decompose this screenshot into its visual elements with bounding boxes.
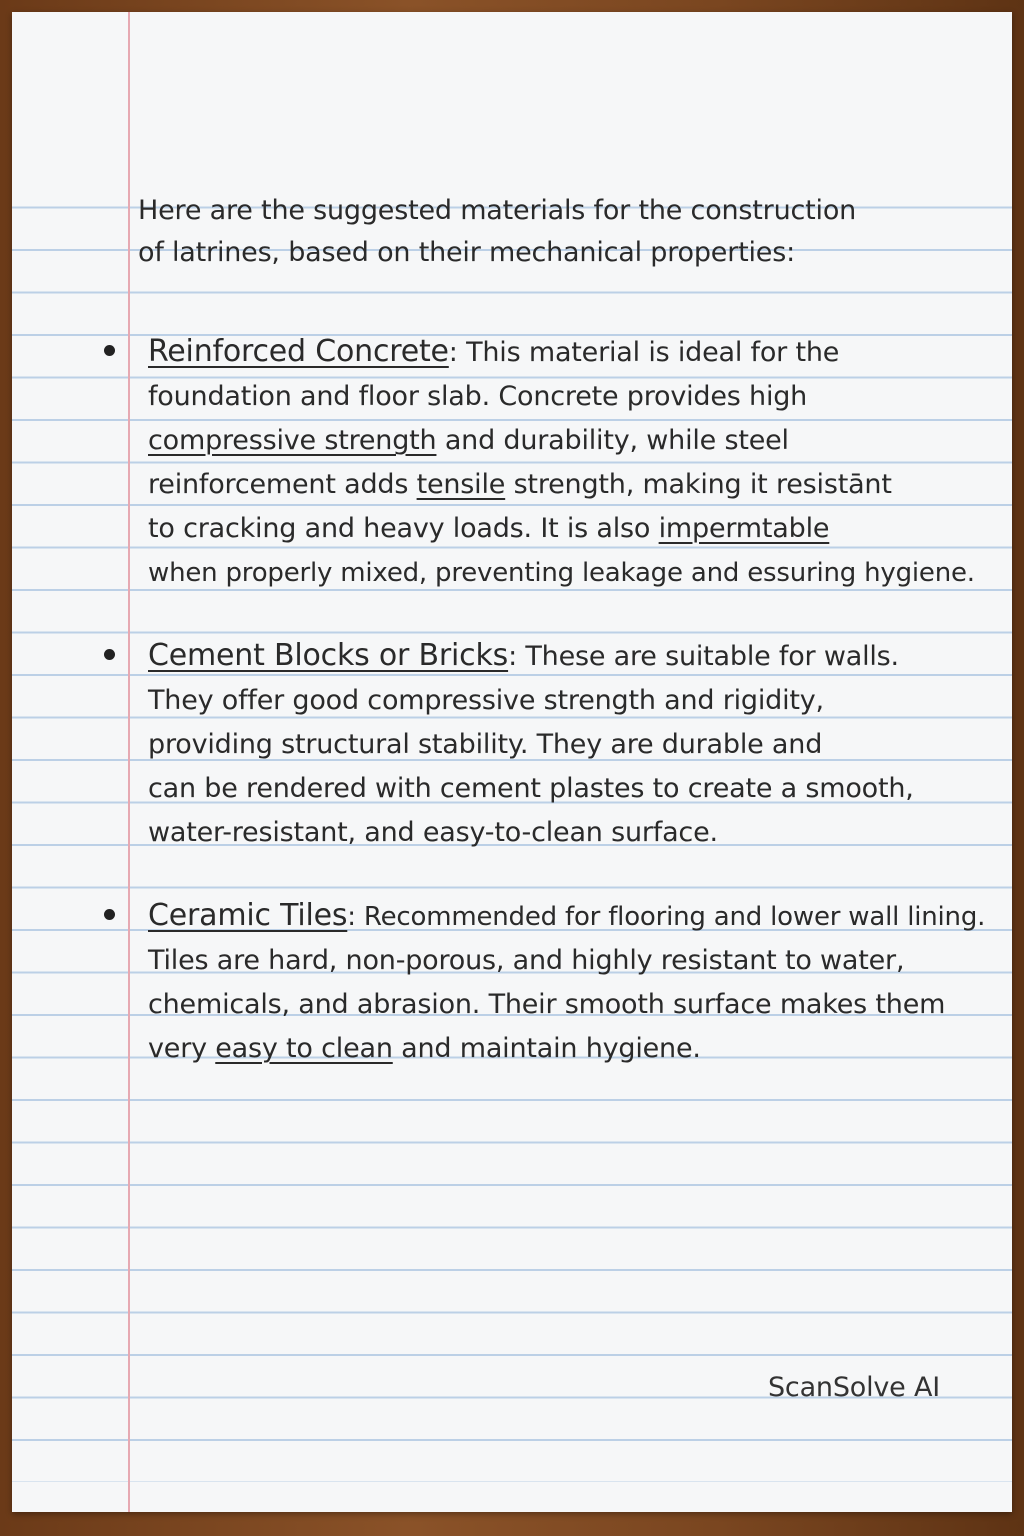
bullet-line <box>148 507 988 551</box>
term-separator: : <box>448 337 458 368</box>
bullet-line <box>148 634 988 679</box>
bullet-line <box>148 1027 988 1071</box>
bullet-text: to cracking and heavy loads. It is also <box>148 513 659 544</box>
bullet-text: and durability, while steel <box>436 425 789 456</box>
bullet-line: chemicals, and abrasion. Their smooth surface makes them <box>148 989 946 1020</box>
bullet-text: Recommended for flooring and lower wall lining. <box>355 902 986 932</box>
bullet-line: providing structural stability. They are durable and <box>148 729 823 760</box>
bullet-text: This material is ideal for the <box>457 337 840 368</box>
underlined-phrase: impermtable <box>658 513 830 544</box>
bullet-text: and maintain hygiene. <box>392 1033 701 1064</box>
bullet-dot-icon <box>104 345 115 356</box>
bullet-line: foundation and floor slab. Concrete provides high <box>148 381 808 412</box>
underlined-phrase: tensile <box>416 469 506 500</box>
bullet-line: They offer good compressive strength and rigidity, <box>148 685 824 716</box>
underlined-phrase: easy to clean <box>215 1033 393 1064</box>
bullet-line: when properly mixed, preventing leakage and essuring hygiene. <box>148 558 975 588</box>
notebook-page <box>12 12 1012 1512</box>
bullet-line <box>148 419 988 463</box>
margin-line <box>128 12 130 1512</box>
bullet-dot-icon <box>104 909 115 920</box>
bullet-line: can be rendered with cement plastes to create a smooth, <box>148 773 914 804</box>
bullet-text: These are suitable for walls. <box>516 641 899 672</box>
bullet-dot-icon <box>104 649 115 660</box>
bullet-text: reinforcement adds <box>148 469 417 500</box>
bullet-line <box>148 894 988 939</box>
page-header-blank <box>12 12 1012 172</box>
material-term: Cement Blocks or Bricks <box>148 638 509 673</box>
material-term: Ceramic Tiles <box>148 898 348 933</box>
underlined-phrase: compressive strength <box>148 425 437 456</box>
bullet-text: strength, making it resistānt <box>505 469 892 500</box>
bullet-line <box>148 463 988 507</box>
signature-watermark: ScanSolve AI <box>767 1372 940 1403</box>
intro-paragraph <box>138 190 978 274</box>
intro-line: of latrines, based on their mechanical properties: <box>138 237 795 268</box>
bullet-line: Tiles are hard, non-porous, and highly resistant to water, <box>148 945 905 976</box>
material-term: Reinforced Concrete <box>148 334 449 369</box>
bullet-text: very <box>148 1033 216 1064</box>
term-separator: : <box>508 641 517 672</box>
term-separator: : <box>347 902 356 932</box>
intro-line: Here are the suggested materials for the construction <box>138 195 857 226</box>
bullet-line: water-resistant, and easy-to-clean surface. <box>148 817 718 848</box>
bullet-line <box>148 330 988 375</box>
